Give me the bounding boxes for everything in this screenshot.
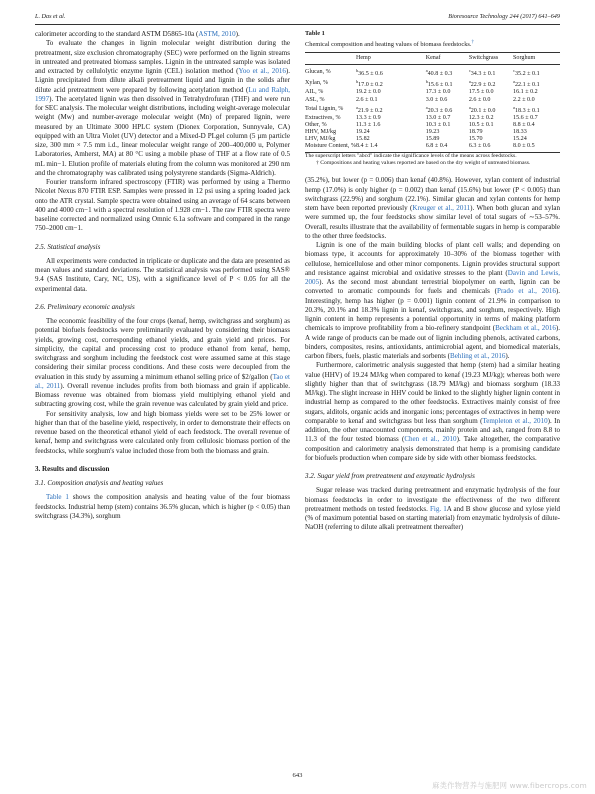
table-cell: $^a$18.3 ± 0.1 [513,104,540,114]
significance-letter: a [468,79,471,85]
table-header-cell: Sorghum [513,53,560,65]
table-cell: 10.3 ± 0.1 [425,121,451,128]
table-row-label: AIL, % [305,89,324,96]
paragraph-statistics: All experiments were conducted in triplicate or duplicate and the data are presented as mean values and standard deviations. The statistical analysis was performed using SAS® 9.4 (SAS Institute, Cary, NC, US), with a significance level of P < 0.05 for all the experimental data. [35,256,290,293]
table-label: Table 1 [305,30,325,37]
table-cell: 17.3 ± 0.0 [425,89,451,96]
citation-link[interactable]: Kreuger et al., 2011 [412,204,471,212]
table-header-cell [305,53,356,65]
citation-link[interactable]: Davin and Lewis, 2005 [305,268,561,286]
table-cell: 15.70 [468,136,483,143]
composition-table [305,52,560,153]
paragraph-sugar-release: Sugar release was tracked during pretreatment and enzymatic hydrolysis of the four biomass feedstocks in order to investigate the effectiveness of the two different pretreatment methods on tested feedstocks. Fig. 1A and B show glucose and xylose yield (% of maximum potential based on starting material) from enzymatic hydrolysis of dilute-NaOH (referring to dilute alkali pretreatment thereafter) [305,486,560,532]
running-header-authors: L. Das et al. [35,13,66,20]
table-row-label: LHV, MJ/kg [305,136,336,143]
table-cell: 12.3 ± 0.2 [468,114,494,121]
citation-link[interactable]: Chen et al., 2010 [404,435,457,444]
table-row [305,115,560,122]
paragraph-sec: To evaluate the changes in lignin molecular weight distribution during the pretreatment, size exclusion chromatography (SEC) were performed on the lignin streams in untreated and pretreated biomass samples. Lignin in the untreated sample was isolated and extracted by cellulolytic enzyme lignin (CEL) isolation method (Yoo et al., 2016). Lignin precipitated from dilute alkali pretreatment liquid and lignin in the solids after dilute acid pretreatment were prepared by following acetylation method (Lu and Ralph, 1997). The acetylated lignin was then dissolved in Tetrahydrofuran (THF) and were run for SEC analysis. The molecular weight distributions, including weight-average molecular weight (Mw) and number-average molecular weight (Mn) of prepared lignin, were measured by an Ultimate 3000 HPLC system (Dionex Corporation, Sunnyvale, CA) equipped with an Ultra Violet (UV) detector and a Mixed-D PLgel column (5 µm particle size, 300 mm × 7.5 mm i.d., linear molecular weight range of 200–400,000 u, Polymer Laboratories, Amherst, MA) at 80 °C using a mobile phase of THF at a flow rate of 0.5 mL min−1. Elution profile of materials eluting from the column was monitored at 290 nm and the chromatography was calibrated using polystyrene standards (Sigma-Aldrich). [35,39,290,177]
table-row [305,89,560,96]
table-note-dry-weight: † Compositions and heating values reported are based on the dry weight of untreated biomass. [316,160,531,167]
paragraph-xylan: (35.2%), but lower (p = 0.006) than kenaf (40.8%). However, xylan content of industrial hemp (17.0%) is only higher (p = 0.002) than kenaf (15.6%) but lower (P < 0.005) than switchgrass (22.9%) and sorghum (22.1%). Similar glucan and xylan contents for hemp stem have been reported previously (Kreuger et al., 2011). When both glucan and xylan were summed up, the four feedstocks show similar level of total sugars of ∼53–57%. Overall, results illustrate that the availability of fermentable sugars in hemp is comparable to the other three feedstocks. [305,176,560,240]
table-cell: $^a$22.1 ± 0.1 [513,79,540,89]
significance-letter: b [355,79,359,85]
table-note-significance: The superscript letters "abcd" indicate the significance levels of the means across feedstocks. [305,153,517,160]
section-heading-3: 3. Results and discussion [35,464,110,473]
table-cell: 18.33 [513,128,527,135]
running-header-journal: Bioresource Technology 244 (2017) 641–649 [448,13,560,20]
citation-link[interactable]: ASTM, 2010 [198,30,236,38]
paragraph-ftir: Fourier transform infrared spectroscopy (FTIR) was performed by using a Thermo Nicolet Nexus 870 FTIR ESP. Samples were pressed in 12 psi using a spring loaded jack onto the ATR crystal. Sample spectra were obtained using an average of 64 scans between 400 and 4000 cm−1 with a spectral resolution of 1.928 cm−1. The raw FTIR spectra were baseline corrected and normalized using Omnic 6.1a software and compared in the range 750–2000 cm−1. [35,178,290,233]
section-heading-2-6: 2.6. Preliminary economic analysis [35,302,135,311]
table-header-cell: Switchgrass [469,53,513,65]
citation-link[interactable]: Yoo et al., 2016 [238,67,286,75]
table-cell: 11.3 ± 1.6 [355,121,381,128]
figure-reference-link[interactable]: Fig. 1 [429,504,447,513]
table-cell: 8.0 ± 0.5 [513,143,560,153]
table-cell: 16.1 ± 0.2 [513,89,538,96]
paragraph-sensitivity: For sensitivity analysis, low and high biomass yields were set to be 25% lower or higher than that of the baseline yield, respectively, in order to demonstrate their effects on revenue based on the theoretical ethanol yield of each feedstock. The overall revenue of kenaf, hemp and switchgrass were calculated only from cellulosic biomass portion of the feedstocks, while sorghum's value included those from both the biomass and grain. [35,409,290,455]
table-row [305,129,560,136]
table-header-cell: Hemp [356,53,426,65]
header-rule [35,24,560,25]
table-row [305,122,560,129]
significance-letter: b [355,68,359,74]
significance-letter: c [468,68,471,74]
right-column [305,30,560,533]
citation-link[interactable]: Behling et al., 2016 [450,352,506,360]
table-cell: 2.2 ± 0.0 [513,96,535,103]
page-number: 643 [292,772,303,779]
paragraph-calorimeter: calorimeter according to the standard ASTM D5865-10a (ASTM, 2010). [35,30,240,38]
table-row-label: HHV, MJ/kg [305,128,337,135]
table-header-cell: Kenaf [426,53,469,65]
table-row-label: Moisture Content, % [305,143,356,153]
table-cell: $^c$34.3 ± 0.1 [468,68,496,78]
table-cell: $^a$20.1 ± 0.0 [468,104,496,114]
table-cell: 19.23 [425,128,440,135]
table-row [305,104,560,115]
table-cell: 18.79 [468,128,483,135]
table-cell: $^c$35.2 ± 0.1 [513,68,540,78]
citation-link[interactable]: Tao et al., 2011 [35,372,291,390]
table-row [305,78,560,89]
table-row-label: Xylan, % [305,80,329,87]
paragraph-economic: The economic feasibility of the four crops (kenaf, hemp, switchgrass and sorghum) as potential biofuels feedstocks were preliminarily evaluated by considering their biomass yields, growing cost, corresponding ethanol yields, and grain yield and prices. For simplicity, the capital and processing cost to produce ethanol from kenaf, hemp, switchgrass and sorghum including the feedstock cost were assumed same at this stage considering their similar process conditions. And these costs were decoupled from the evaluation in this study by assuming a minimum ethanol selling price of $2/gallon (Tao et al., 2011). Overall revenue includes profits from both biomass and grain if applicable. Biomass revenue was obtained from biomass yield multiplying ethanol yield and subtracting growing cost, while the grain revenue was calculated by grain yield and price. [35,317,291,409]
table-cell: 8.8 ± 0.4 [513,121,535,128]
table-reference-link[interactable]: Table 1 [46,493,69,502]
table-cell: 19.24 [355,128,370,135]
table-body [305,65,560,153]
table-row-label: Total Lignin, % [305,105,344,112]
table-row-label: Other, % [305,121,327,128]
table-cell: 19.2 ± 0.0 [355,89,381,96]
table-caption: Table 1 Chemical composition and heating values of biomass feedstocks.† [305,30,475,49]
paragraph-composition: Table 1 shows the composition analysis and heating value of the four biomass feedstocks. Industrial hemp (stem) contains 36.5% glucan, which is higher (p < 0.05) than switchgrass (34.3%), sorghum [35,493,290,520]
paragraph-lignin: Lignin is one of the main building blocks of plant cell walls; and depending on biomass type, it accounts for approximately 10–30% of the biomass together with cellulose, hemicellulose and other minor components. Lignin provides structural support and resistance against microbial and oxidative stresses to the plant (Davin and Lewis, 2005). As the second most abundant terrestrial biopolymer on earth, lignin can be converted to aromatic compounds for fuels and chemicals (Prado et al., 2016). Interestingly, hemp has higher (p = 0.001) lignin content of 21.9% in comparison to 20.3%, 20.1% and 18.3% lignin in kenaf, switchgrass, and sorghum, respectively. High lignin content in hemp represents a potential opportunity in terms of making platform chemicals to improve profitability from a bio-refinery standpoint (Beckham et al., 2016). A wide range of products can be made out of lignin including phenols, activated carbons, binders, composites, resins, antioxidants, antimicrobial agent, and biomedical materials, carbon fibers, fuels, plastic materials and sorbents (Behling et al., 2016). [305,241,561,360]
section-heading-2-5: 2.5. Statistical analysis [35,242,101,251]
table-row-label: ASL, % [305,96,325,103]
table-row-label: Glucan, % [305,69,331,76]
significance-letter: a [355,104,358,110]
citation-link[interactable]: Beckham et al., 2016 [495,324,556,333]
table-cell: 6.3 ± 0.6 [469,143,513,153]
table-cell: 17.5 ± 0.0 [468,89,494,96]
significance-letter: a [425,68,428,74]
section-heading-3-2: 3.2. Sugar yield from pretreatment and enzymatic hydrolysis [305,472,475,480]
table-row [305,65,560,79]
table-row-label: Extractives, % [305,114,341,121]
table-row [305,136,560,143]
citation-link[interactable]: Lu and Ralph, 1997 [35,85,290,103]
table-header-row [305,53,560,65]
paragraph-calorimetric: Furthermore, calorimetric analysis suggested that hemp (stem) had a similar heating value (HHV) of 19.24 MJ/kg when compared to kenaf (19.23 MJ/kg); whereas both were slightly higher than that of switchgrass (18.79 MJ/kg) and biomass sorghum (18.33 MJ/kg). The slight increase in HHV could be linked to the slightly higher lignin content in industrial hemp as compared to the other feedstocks. Extractives mainly consist of free sugars, alditols, organic acids and inorganic ions; percentages of extractives in hemp were comparable to kenaf and switchgrass but less than sorghum (Templeton et al., 2010). In addition, the other unaccounted components, mainly protein and ash, ranged from 8.8 to 11.3 of the four tested biomass (Chen et al., 2010). Take altogether, the comparative composition and calorimetry analysis demonstrated that hemp is a promising candidate for biofuels production when compare side by side with other biomass feedstocks. [305,361,561,462]
significance-letter: a [425,104,428,110]
table-cell: 15.82 [355,136,370,143]
watermark: 麻类作物营养与施肥网 www.fibercrops.com [432,781,587,790]
table-cell: $^a$22.9 ± 0.2 [468,79,496,89]
table-cell: 10.5 ± 0.1 [468,121,494,128]
table-cell: 2.6 ± 0.0 [468,96,491,103]
left-column [35,30,290,521]
significance-letter: b [425,79,428,85]
section-heading-3-1: 3.1. Composition analysis and heating values [35,479,164,487]
table-cell: 6.8 ± 0.4 [426,143,469,153]
table-1 [305,30,560,167]
table-cell: 3.0 ± 0.6 [425,96,448,103]
table-cell: $^b$36.5 ± 0.6 [355,68,383,78]
table-cell: 15.89 [425,136,440,143]
significance-letter: a [513,79,515,85]
table-cell: $^b$15.6 ± 0.1 [425,79,453,89]
table-cell: $^b$17.0 ± 0.2 [355,79,383,89]
citation-link[interactable]: Templeton et al., 2010 [482,416,548,425]
table-cell: $^a$40.8 ± 0.3 [425,68,453,78]
table-row [305,143,560,153]
table-cell: $^a$20.3 ± 0.6 [425,104,453,114]
table-cell: 13.3 ± 0.9 [355,114,381,121]
table-cell: 15.6 ± 0.7 [513,114,538,121]
table-cell: 8.4 ± 1.4 [356,143,426,153]
table-cell: 2.6 ± 0.1 [355,96,378,103]
table-cell: 13.0 ± 0.7 [425,114,451,121]
footnote-mark[interactable]: † [471,39,475,45]
table-cell: $^a$21.9 ± 0.2 [355,104,383,114]
citation-link[interactable]: Prado et al., 2016 [497,287,556,296]
significance-letter: c [513,68,515,74]
significance-letter: a [513,104,515,110]
table-cell: 15.24 [513,136,527,143]
significance-letter: a [468,104,471,110]
table-row [305,97,560,104]
